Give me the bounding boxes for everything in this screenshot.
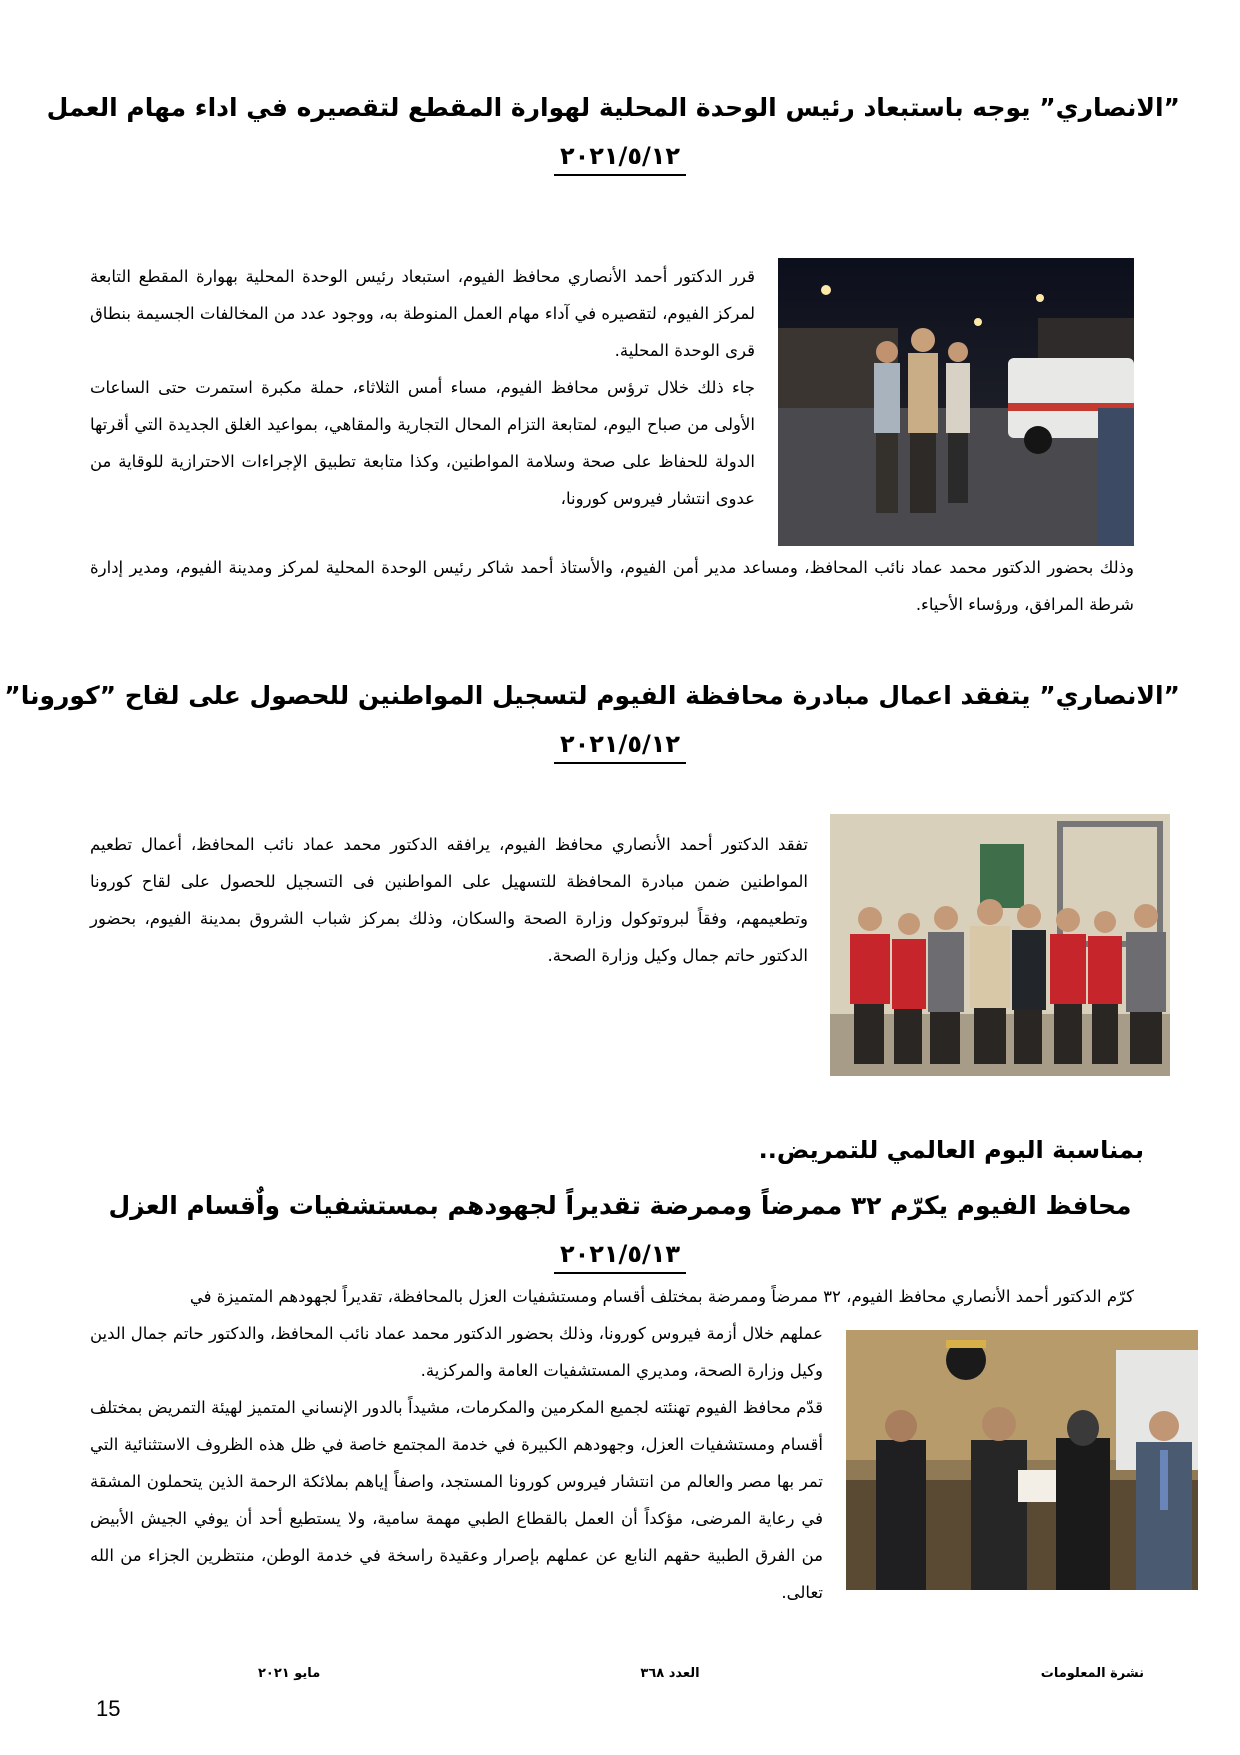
- photo-night-inspection: [778, 258, 1134, 546]
- article3-paragraphs: [90, 1315, 823, 1611]
- article3-date-text: ٢٠٢١/٥/١٣: [554, 1240, 686, 1274]
- article3-kicker: بمناسبة اليوم العالمي للتمريض..: [758, 1136, 1144, 1164]
- article1-p2: جاء ذلك خلال ترؤس محافظ الفيوم، مساء أمس الثلاثاء، حملة مكبرة استمرت حتى الساعات الأولى من صباح اليوم، لمتابعة التزام المحال التجارية والمقاهي، بمواعيد الغلق الجديدة التي أقرتها الدولة للحفاظ على صحة وسلامة المواطنين، وكذا متابعة تطبيق الإجراءات الاحترازية للوقاية من عدوى انتشار فيروس كورونا،: [90, 378, 755, 508]
- article3-p1-rest: عملهم خلال أزمة فيروس كورونا، وذلك بحضور الدكتور محمد عماد نائب المحافظ، والدكتور حاتم جمال الدين وكيل وزارة الصحة، ومديري المستشفيات العامة والمركزية.: [90, 1324, 823, 1380]
- photo-vaccination-group: [830, 814, 1170, 1076]
- footer-month: مايو ٢٠٢١: [258, 1666, 321, 1681]
- photo-nurses-honoring: [846, 1330, 1198, 1590]
- article1-p1: قرر الدكتور أحمد الأنصاري محافظ الفيوم، استبعاد رئيس الوحدة المحلية بهوارة المقطع التابعة لمركز الفيوم، لتقصيره في آداء مهام العمل المنوطة به، ووجود عدد من المخالفات الجسيمة بنطاق قرى الوحدة المحلية.: [90, 267, 755, 360]
- page-number: 15: [96, 1696, 121, 1721]
- article1-title: ”الانصاري” يوجه باستبعاد رئيس الوحدة المحلية لهوارة المقطع لتقصيره في اداء مهام العمل: [46, 93, 1180, 122]
- article2-p1: تفقد الدكتور أحمد الأنصاري محافظ الفيوم، يرافقه الدكتور محمد عماد نائب المحافظ، أعمال تطعيم المواطنين ضمن مبادرة المحافظة للتسهيل على المواطنين فى التسجيل للحصول على لقاح كورونا وتطعيمهم، وفقاً لبروتوكول وزارة الصحة والسكان، وذلك بمركز شباب الشروق بمدينة الفيوم، بحضور الدكتور حاتم جمال وكيل وزارة الصحة.: [90, 835, 808, 965]
- article3-date: [520, 1236, 720, 1272]
- article2-date-text: ٢٠٢١/٥/١٢: [554, 730, 686, 764]
- footer-publication: نشرة المعلومات: [1040, 1666, 1144, 1681]
- article3-p1-line1: كرّم الدكتور أحمد الأنصاري محافظ الفيوم، ٣٢ ممرضاً وممرضة بمختلف أقسام ومستشفيات العزل بالمحافظة، تقديراً لجهودهم المتميزة في: [189, 1287, 1134, 1306]
- article2-title: ”الانصاري” يتفقد اعمال مبادرة محافظة الفيوم لتسجيل المواطنين للحصول على لقاح ”كورونا”: [4, 681, 1180, 710]
- article1-p3: وذلك بحضور الدكتور محمد عماد نائب المحافظ، ومساعد مدير أمن الفيوم، والأستاذ أحمد شاكر رئيس الوحدة المحلية لمركز ومدينة الفيوم، ومدير إدارة شرطة المرافق، ورؤساء الأحياء.: [90, 558, 1134, 614]
- article1-paragraphs: [90, 258, 755, 517]
- article3-title: محافظ الفيوم يكرّم ٣٢ ممرضاً وممرضة تقديراً لجهودهم بمستشفيات واٌقسام العزل: [108, 1191, 1132, 1220]
- article1-date: [520, 138, 720, 174]
- article3-p2: قدّم محافظ الفيوم تهنئته لجميع المكرمين والمكرمات، مشيداً بالدور الإنساني المتميز لهيئة التمريض بمختلف أقسام ومستشفيات العزل، وجهودهم الكبيرة في خدمة المجتمع خاصة في ظل هذه الظروف الاستثنائية التي تمر بها مصر والعالم من انتشار فيروس كورونا المستجد، واصفاً إياهم بملائكة الرحمة الذين يتحملون المشقة في رعاية المرضى، مؤكداً أن العمل بالقطاع الطبي مهمة سامية، ولا يستطيع أحد أن يوفي الجيش الأبيض من الفرق الطبية حقهم النابع عن عملهم بإصرار وعقيدة راسخة في خدمة الوطن، منتظرين الجزاء من الله تعالى.: [90, 1398, 823, 1602]
- footer-issue: العدد ٣٦٨: [640, 1666, 700, 1681]
- article2-date: [520, 726, 720, 762]
- article1-date-text: ٢٠٢١/٥/١٢: [554, 142, 686, 176]
